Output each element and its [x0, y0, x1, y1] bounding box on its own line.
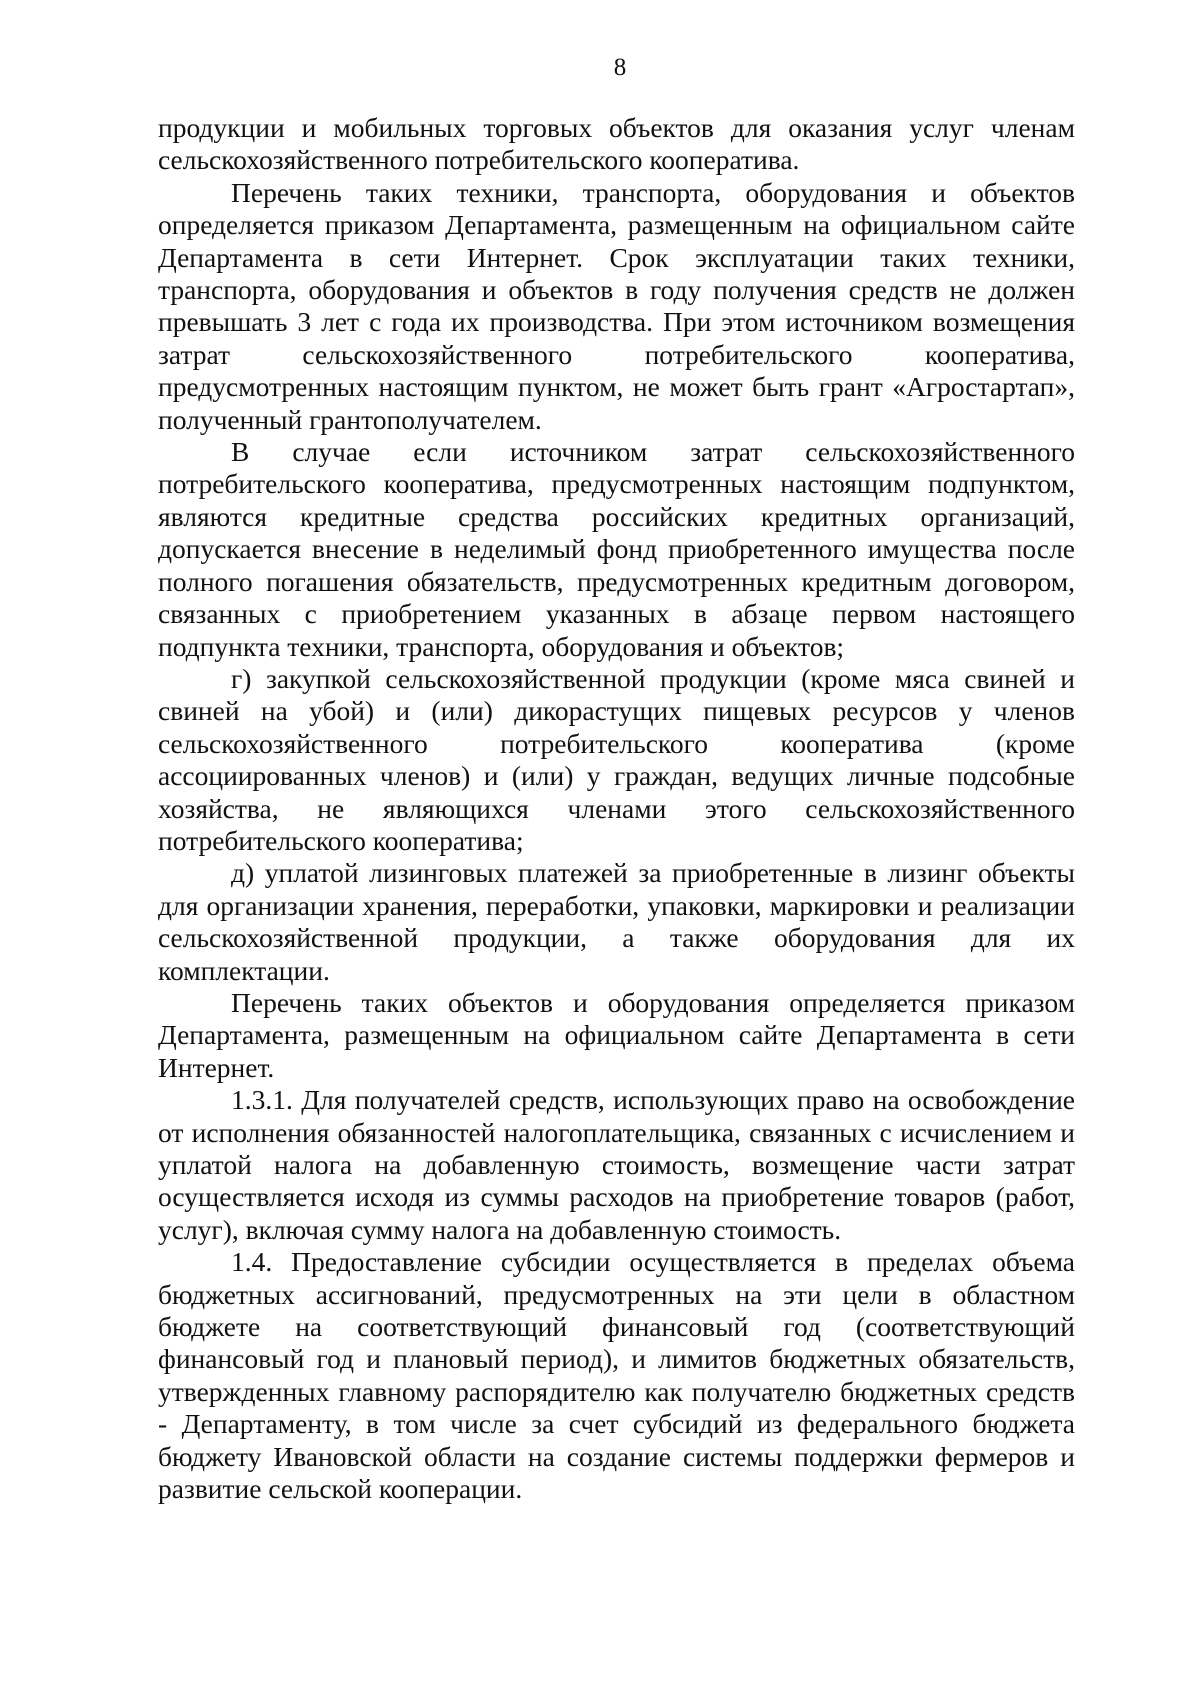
paragraph-credit-funds: В случае если источником затрат сельскохозяйственного потребительского кооператива, предусмотренных настоящим подпунктом, являются кредитные средства российских кредитных организаций, допускается внесение в неделимый фонд приобретенного имущества после полного погашения обязательств, предусмотренных кредитным договором, связанных с приобретением указанных в абзаце первом настоящего подпункта техники, транспорта, оборудования и объектов;: [158, 436, 1075, 662]
page-number: 8: [613, 54, 627, 81]
paragraph-section-1-3-1: 1.3.1. Для получателей средств, использующих право на освобождение от исполнения обязанностей налогоплательщика, связанных с исчислением и уплатой налога на добавленную стоимость, возмещение части затрат осуществляется исходя из суммы расходов на приобретение товаров (работ, услуг), включая сумму налога на добавленную стоимость.: [158, 1084, 1075, 1245]
paragraph-continuation: продукции и мобильных торговых объектов для оказания услуг членам сельскохозяйственного потребительского кооператива.: [158, 112, 1075, 176]
paragraph-item-g: г) закупкой сельскохозяйственной продукции (кроме мяса свиней и свиней на убой) и (или) дикорастущих пищевых ресурсов у членов сельскохозяйственного потребительского кооператива (кроме ассоциированных членов) и (или) у граждан, ведущих личные подсобные хозяйства, не являющихся членами этого сельскохозяйственного потребительского кооператива;: [158, 662, 1075, 856]
document-body: [158, 112, 1075, 1505]
paragraph-item-d: д) уплатой лизинговых платежей за приобретенные в лизинг объекты для организации хранения, переработки, упаковки, маркировки и реализации сельскохозяйственной продукции, а также оборудования для их комплектации.: [158, 857, 1075, 986]
paragraph-equipment-list: Перечень таких техники, транспорта, оборудования и объектов определяется приказом Департамента, размещенным на официальном сайте Департамента в сети Интернет. Срок эксплуатации таких техники, транспорта, оборудования и объектов в году получения средств не должен превышать 3 лет с года их производства. При этом источником возмещения затрат сельскохозяйственного потребительского кооператива, предусмотренных настоящим пунктом, не может быть грант «Агростартап», полученный грантополучателем.: [158, 176, 1075, 435]
paragraph-objects-list: Перечень таких объектов и оборудования определяется приказом Департамента, размещенным на официальном сайте Департамента в сети Интернет.: [158, 986, 1075, 1083]
paragraph-section-1-4: 1.4. Предоставление субсидии осуществляется в пределах объема бюджетных ассигнований, предусмотренных на эти цели в областном бюджете на соответствующий финансовый год (соответствующий финансовый год и плановый период), и лимитов бюджетных обязательств, утвержденных главному распорядителю как получателю бюджетных средств - Департаменту, в том числе за счет субсидий из федерального бюджета бюджету Ивановской области на создание системы поддержки фермеров и развитие сельской кооперации.: [158, 1246, 1075, 1505]
